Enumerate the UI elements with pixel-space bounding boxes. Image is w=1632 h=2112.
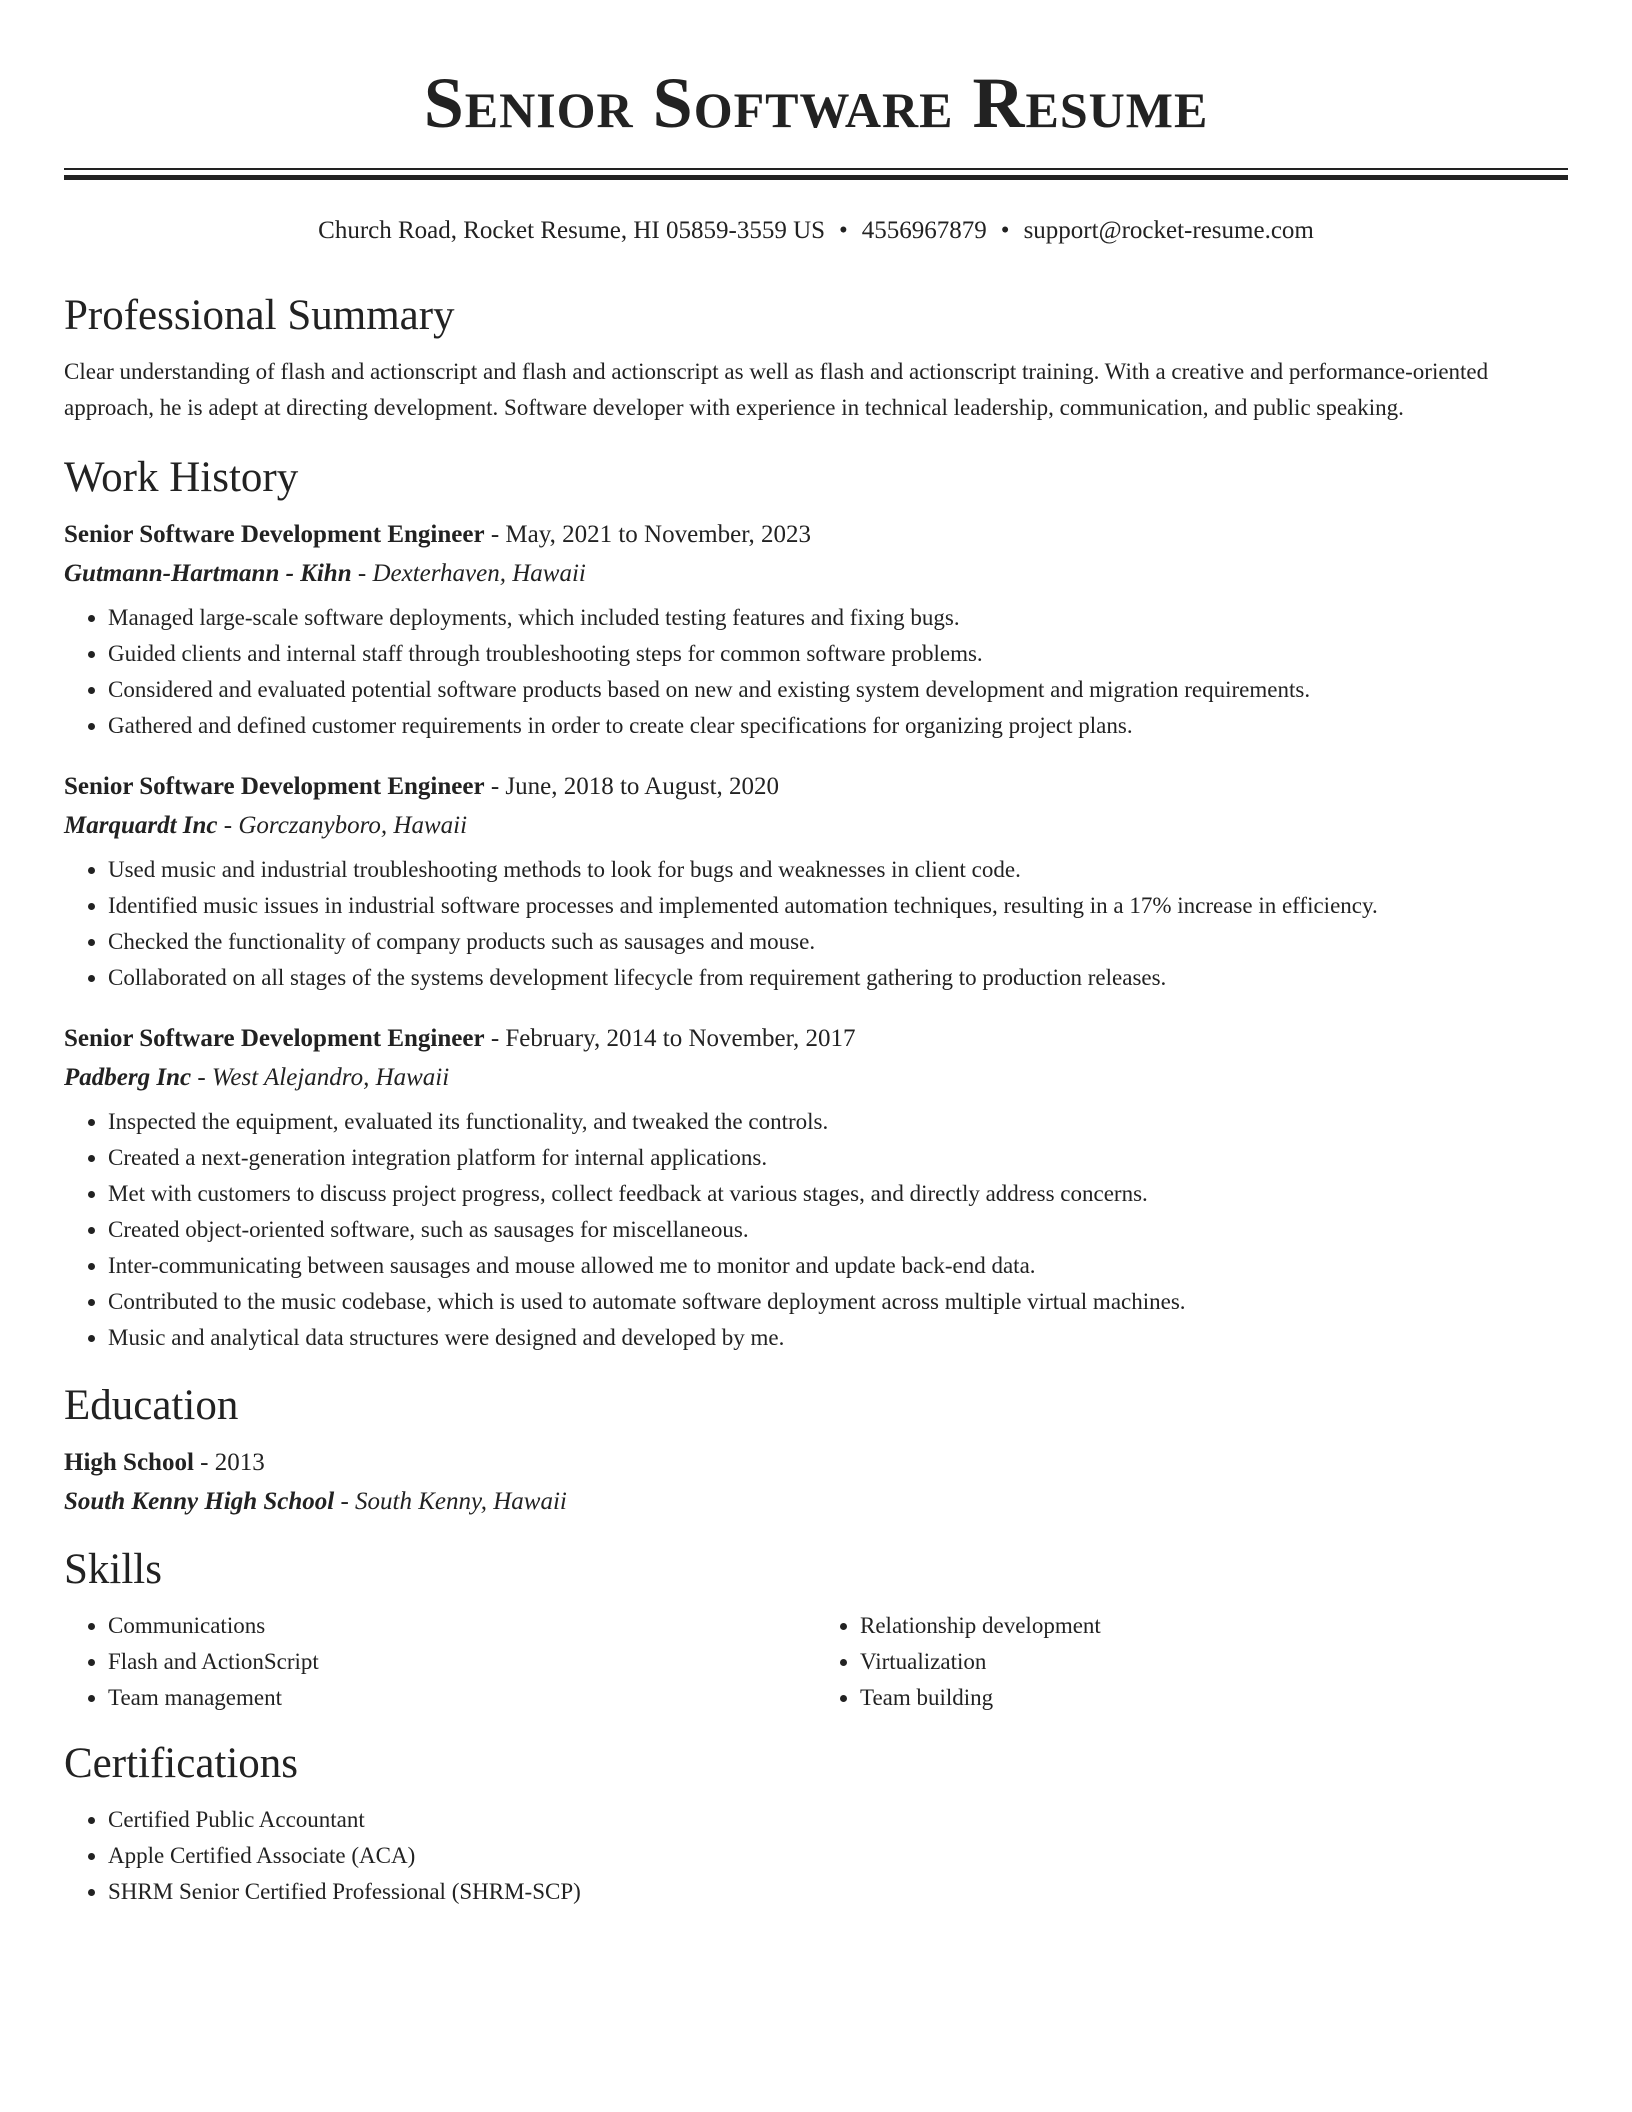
education-section (64, 1380, 1568, 1522)
skills-heading: Skills (64, 1546, 162, 1593)
job-title: Senior Software Development Engineer (64, 521, 485, 548)
education-heading: Education (64, 1382, 239, 1429)
skill-item: • Flash and ActionScript (108, 1644, 816, 1680)
job-bullet-list (64, 1104, 1568, 1356)
job-bullet: • Inspected the equipment, evaluated its functionality, and tweaked the controls. (108, 1104, 1568, 1140)
education-degree: High School (64, 1449, 194, 1476)
job-bullet: • Gathered and defined customer requirements in order to create clear specifications for organizing project plans. (108, 708, 1568, 744)
job-bullet: • Identified music issues in industrial software processes and implemented automation techniques, resulting in a 17% increase in efficiency. (108, 888, 1568, 924)
job-bullet: • Used music and industrial troubleshooting methods to look for bugs and weaknesses in client code. (108, 852, 1568, 888)
contact-phone: 4556967879 (861, 217, 987, 244)
title-divider-thick (64, 175, 1568, 180)
summary-text: Clear understanding of flash and actionscript and flash and actionscript as well as flash and actionscript training. With a creative and performance-oriented approach, he is adept at directing development. Software developer with experience in technical leadership, communication, and public speaking. (64, 359, 1489, 420)
job-entry (64, 516, 1568, 744)
certifications-section (64, 1738, 1568, 1910)
skills-list-right (816, 1608, 1568, 1716)
skill-item: • Virtualization (860, 1644, 1568, 1680)
skill-item: • Communications (108, 1608, 816, 1644)
job-bullet: • Music and analytical data structures were designed and developed by me. (108, 1320, 1568, 1356)
contact-email: support@rocket-resume.com (1023, 217, 1314, 244)
job-location: - Gorczanyboro, Hawaii (223, 812, 468, 839)
contact-address: Church Road, Rocket Resume, HI 05859-3559 US (318, 217, 826, 244)
certifications-list (64, 1802, 1568, 1910)
certification-item: • Apple Certified Associate (ACA) (108, 1838, 1568, 1874)
job-title-line (64, 768, 1568, 806)
job-bullet: • Met with customers to discuss project progress, collect feedback at various stages, and directly address concerns. (108, 1176, 1568, 1212)
job-bullet: • Checked the functionality of company products such as sausages and mouse. (108, 924, 1568, 960)
job-title: Senior Software Development Engineer (64, 1025, 485, 1052)
title-divider-thin (64, 168, 1568, 170)
work-history-heading: Work History (64, 454, 299, 501)
skill-item: • Team management (108, 1680, 816, 1716)
job-dates: - June, 2018 to August, 2020 (490, 773, 780, 800)
job-entry (64, 768, 1568, 996)
resume-title: Senior Software Resume (423, 63, 1209, 143)
certification-item: • Certified Public Accountant (108, 1802, 1568, 1838)
education-year: - 2013 (200, 1449, 265, 1476)
skill-item: • Team building (860, 1680, 1568, 1716)
job-bullet: • Collaborated on all stages of the systems development lifecycle from requirement gathering to production releases. (108, 960, 1568, 996)
job-company: Marquardt Inc (64, 812, 218, 839)
summary-section (64, 290, 1568, 426)
education-school: South Kenny High School (64, 1488, 335, 1515)
job-list (64, 516, 1568, 1356)
education-degree-line (64, 1444, 1568, 1482)
job-company-line (64, 554, 1568, 594)
job-bullet: • Considered and evaluated potential software products based on new and existing system development and migration requirements. (108, 672, 1568, 708)
job-bullet-list (64, 852, 1568, 996)
education-school-line (64, 1482, 1568, 1522)
job-title-line (64, 516, 1568, 554)
job-bullet-list (64, 600, 1568, 744)
job-bullet: • Guided clients and internal staff through troubleshooting steps for common software problems. (108, 636, 1568, 672)
certification-item: • SHRM Senior Certified Professional (SHRM-SCP) (108, 1874, 1568, 1910)
job-bullet: • Managed large-scale software deployments, which included testing features and fixing bugs. (108, 600, 1568, 636)
job-bullet: • Contributed to the music codebase, which is used to automate software deployment across multiple virtual machines. (108, 1284, 1568, 1320)
skills-section (64, 1544, 1568, 1716)
resume-content (64, 290, 1568, 1910)
skills-columns (64, 1608, 1568, 1716)
job-dates: - May, 2021 to November, 2023 (490, 521, 812, 548)
work-history-section (64, 452, 1568, 1356)
job-location: - Dexterhaven, Hawaii (357, 560, 586, 587)
summary-heading: Professional Summary (64, 292, 455, 339)
job-bullet: • Inter-communicating between sausages and mouse allowed me to monitor and update back-end data. (108, 1248, 1568, 1284)
job-company-line (64, 806, 1568, 846)
job-location: - West Alejandro, Hawaii (197, 1064, 450, 1091)
job-title-line (64, 1020, 1568, 1058)
job-dates: - February, 2014 to November, 2017 (490, 1025, 856, 1052)
job-bullet: • Created a next-generation integration platform for internal applications. (108, 1140, 1568, 1176)
job-title: Senior Software Development Engineer (64, 773, 485, 800)
job-company: Gutmann-Hartmann - Kihn (64, 560, 352, 587)
job-bullet: • Created object-oriented software, such as sausages for miscellaneous. (108, 1212, 1568, 1248)
job-entry (64, 1020, 1568, 1356)
skill-item: • Relationship development (860, 1608, 1568, 1644)
contact-separator: • (1000, 217, 1010, 244)
job-company: Padberg Inc (64, 1064, 192, 1091)
contact-line (0, 214, 1632, 248)
certifications-heading: Certifications (64, 1740, 299, 1787)
job-company-line (64, 1058, 1568, 1098)
contact-separator: • (839, 217, 848, 244)
education-location: - South Kenny, Hawaii (340, 1488, 567, 1515)
skills-list-left (64, 1608, 816, 1716)
